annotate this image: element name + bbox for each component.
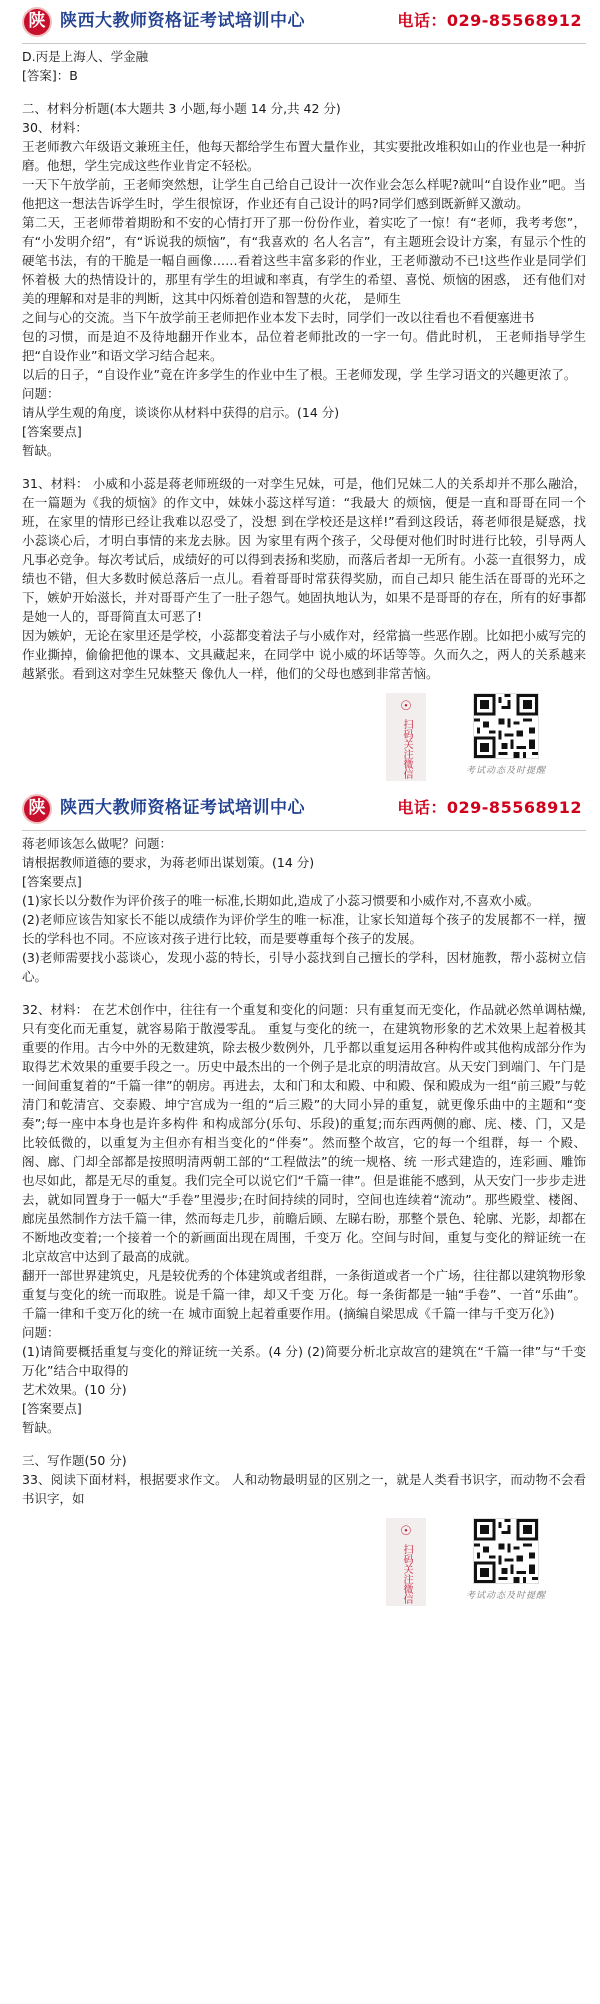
qr-caption: 考试动态及时提醒 (465, 766, 546, 776)
spacer (22, 460, 586, 474)
paragraph: 因为嫉妒，无论在家里还是学校，小蕊都变着法子与小威作对，经常搞一些恶作剧。比如把小威写完的作业撕掉，偷偷把他的课本、文具藏起来，在同学中 说小威的坏话等等。久而久之，两人的关系越来越紧张。看到这对孪生兄妹整天 像仇人一样，他们的父母也感到非常苦恼。 (22, 628, 586, 681)
paragraph: 33、阅读下面材料，根据要求作文。 人和动物最明显的区别之一，就是人类看书识字，而动物不会看书识字，如 (22, 1472, 586, 1506)
org-logo: 陕 (22, 7, 52, 37)
question-text: (1)请简要概括重复与变化的辩证统一关系。(4 分) (2)简要分析北京故宫的建筑在“千篇一律”与“千变万化”结合中取得的 (22, 1344, 586, 1378)
qr-side-text: 扫码关注微信 (401, 719, 412, 779)
spacer (22, 986, 586, 1000)
paragraph: 32、材料： 在艺术创作中，往往有一个重复和变化的问题：只有重复而无变化，作品就必然单调枯燥,只有变化而无重复，就容易陷于散漫零乱。 重复与变化的统一，在建筑物形象的艺术效果上起着极其重要的作用。古今中外的无数建筑，除去极少数例外，几乎都以重复运用各种构件或其他构成部分作为取得艺术效果的重要手段之一。历史中最杰出的一个例子是北京的明清故宫。从天安门到端门、午门是一间间重复着的“千篇一律”的朝房。再进去，太和门和太和殿、中和殿、保和殿成为一组“前三殿”与乾清门和乾清宫、交泰殿、坤宁宫成为一组的“后三殿”的大同小异的重复，就更像乐曲中的主题和“变奏”;每一座中本身也是许多构件 和构成部分(乐句、乐段)的重复;而东西两侧的廊、庑、楼、门，又是比较低微的，以重复为主但亦有相当变化的“伴奏”。然而整个故宫，它的每一个组群，每一 个殿、阁、廊、门却全部都是按照明清两朝工部的“工程做法”的统一规格、统 一形式建造的，连彩画、雕饰也尽如此，都是无尽的重复。我们完全可以说它们“千篇一律”。但是谁能不感到，从天安门一步步走进去，就如同置身于一幅大“手卷”里漫步;在时间持续的同时，空间也连续着“流动”。那些殿堂、楼阁、廊庑虽然制作方法千篇一律，然而每走几步，前瞻后顾、左睇右盼，那整个景色、轮廓、光影，却都在不断地改变着;一个接着一个的新画面出现在周围，千变万 化。空间与时间，重复与变化的辩证统一在北京故宫中达到了最高的成就。 (22, 1002, 586, 1264)
question-label: 问题： (22, 1325, 60, 1340)
qr-code-icon[interactable] (473, 1518, 539, 1584)
paragraph: 31、材料： 小威和小蕊是蒋老师班级的一对孪生兄妹，可是，他们兄妹二人的关系却并不那么融洽，在一篇题为《我的烦恼》的作文中，妹妹小蕊这样写道：“我最大 的烦恼，便是一直和哥哥在同一个班，在家里的情形已经让我难以忍受了，没想 到在学校还是这样!”看到这段话，蒋老师很是疑惑，找小蕊谈心后，才明白事情的来龙去脉。因 为家里有两个孩子，父母便对他们时时进行比较，引导两人凡事必竞争。每次考试后，成绩好的可以得到表扬和奖励，而落后者却一无所有。小蕊一直很努力，成绩也不错，但大多数时候总落后一点儿。看着哥哥时常获得奖励，而自己却只 能生活在哥哥的光环之下，嫉妒开始滋长，并对哥哥产生了一肚子怨气。她固执地认为，如果不是哥哥的存在，所有的好事都是她一人的，哥哥简直太可恶了! (22, 476, 586, 624)
paragraph: 以后的日子，“自设作业”竟在许多学生的作业中生了根。王老师发现，学 生学习语文的兴趣更浓了。 (22, 367, 577, 382)
section-title: 二、材料分析题(本大题共 3 小题,每小题 14 分,共 42 分) (22, 101, 341, 116)
answer-label: [答案要点] (22, 874, 82, 889)
paragraph: 之间与心的交流。当下午放学前王老师把作业本发下去时，同学们一改以往看也不看便塞进书 (22, 310, 535, 325)
content-block-2 (22, 831, 586, 1508)
question-text: 请从学生观的角度，谈谈你从材料中获得的启示。(14 分) (22, 405, 340, 420)
paragraph: 第二天，王老师带着期盼和不安的心情打开了那一份份作业，着实吃了一惊！有“老师，我考考您”，有“小发明介绍”，有“诉说我的烦恼”，有“我喜欢的 名人名言”，有主题班会设计方案，有显示个性的硬笔书法，有的干脆是一幅自画像……看着这些丰富多彩的作业，王老师激动不已!这些作业是同学们怀着极 大的热情设计的，那里有学生的坦诚和率真，有学生的希望、喜悦、烦恼的困惑， 还有他们对美的理解和对是非的判断，这其中闪烁着创造和智慧的火花， 是师生 (22, 215, 586, 306)
answer-text: 暂缺。 (22, 1420, 60, 1435)
question-text: 艺术效果。(10 分) (22, 1382, 127, 1397)
org-logo: 陕 (22, 794, 52, 824)
qr-promo (22, 1518, 586, 1608)
qr-side-panel (386, 693, 426, 781)
section-title: 三、写作题(50 分) (22, 1453, 127, 1468)
question-number: 30、材料： (22, 120, 88, 135)
content-block-1 (22, 44, 586, 683)
page-header (22, 0, 586, 44)
phone-number: 电话：029-85568912 (397, 798, 582, 817)
location-pin-icon: ☉ (400, 1524, 412, 1539)
paragraph: 一天下午放学前，王老师突然想，让学生自己给自己设计一次作业会怎么样呢?就叫“自设作业”吧。当他把这一想法告诉学生时，学生很惊讶，作业还有自己设计的吗?同学们感到既新鲜又激动。 (22, 177, 586, 211)
paragraph: D.丙是上海人、学金融 (22, 49, 149, 64)
spacer (22, 85, 586, 99)
spacer (22, 1437, 586, 1451)
answer-item: (1)家长以分数作为评价孩子的唯一标准,长期如此,造成了小蕊习惯要和小威作对,不喜欢小威。 (22, 893, 540, 908)
page-header (22, 787, 586, 831)
paragraph: 王老师教六年级语文兼班主任，他每天都给学生布置大量作业，其实要批改堆积如山的作业也是一种折磨。他想，学生完成这些作业肯定不轻松。 (22, 139, 586, 173)
org-name: 陕西大教师资格证考试培训中心 (60, 11, 305, 31)
paragraph: 包的习惯，而是迫不及待地翻开作业本，品位着老师批改的一字一句。借此时机， 王老师指导学生把“自设作业”和语文学习结合起来。 (22, 329, 586, 363)
qr-wrap (426, 693, 586, 781)
org-name: 陕西大教师资格证考试培训中心 (60, 798, 305, 818)
question-text: 请根据教师道德的要求，为蒋老师出谋划策。(14 分) (22, 855, 315, 870)
qr-promo (22, 693, 586, 783)
paragraph: [答案]：B (22, 68, 78, 83)
paragraph: 翻开一部世界建筑史，凡是较优秀的个体建筑或者组群，一条街道或者一个广场，往往都以建筑物形象重复与变化的统一而取胜。说是千篇一律，却又千变 万化。每一条街都是一轴“手卷”、一首“乐曲”。千篇一律和千变万化的统一在 城市面貌上起着重要作用。(摘编自梁思成《千篇一律与千变万化》) (22, 1268, 586, 1321)
qr-caption: 考试动态及时提醒 (465, 1591, 546, 1601)
qr-side-text: 扫码关注微信 (401, 1544, 412, 1604)
phone-number: 电话：029-85568912 (397, 11, 582, 30)
answer-text: 暂缺。 (22, 443, 60, 458)
answer-item: (3)老师需要找小蕊谈心，发现小蕊的特长，引导小蕊找到自己擅长的学科，因材施教，帮小蕊树立信心。 (22, 950, 586, 984)
qr-side-panel (386, 1518, 426, 1606)
question-label: 问题： (22, 386, 60, 401)
qr-code-icon[interactable] (473, 693, 539, 759)
location-pin-icon: ☉ (400, 699, 412, 714)
answer-label: [答案要点] (22, 1401, 82, 1416)
answer-label: [答案要点] (22, 424, 82, 439)
qr-wrap (426, 1518, 586, 1606)
question-text: 蒋老师该怎么做呢？问题： (22, 836, 173, 851)
answer-item: (2)老师应该告知家长不能以成绩作为评价学生的唯一标准，让家长知道每个孩子的发展都不一样，擅长的学科也不同。不应该对孩子进行比较，而是要尊重每个孩子的发展。 (22, 912, 586, 946)
